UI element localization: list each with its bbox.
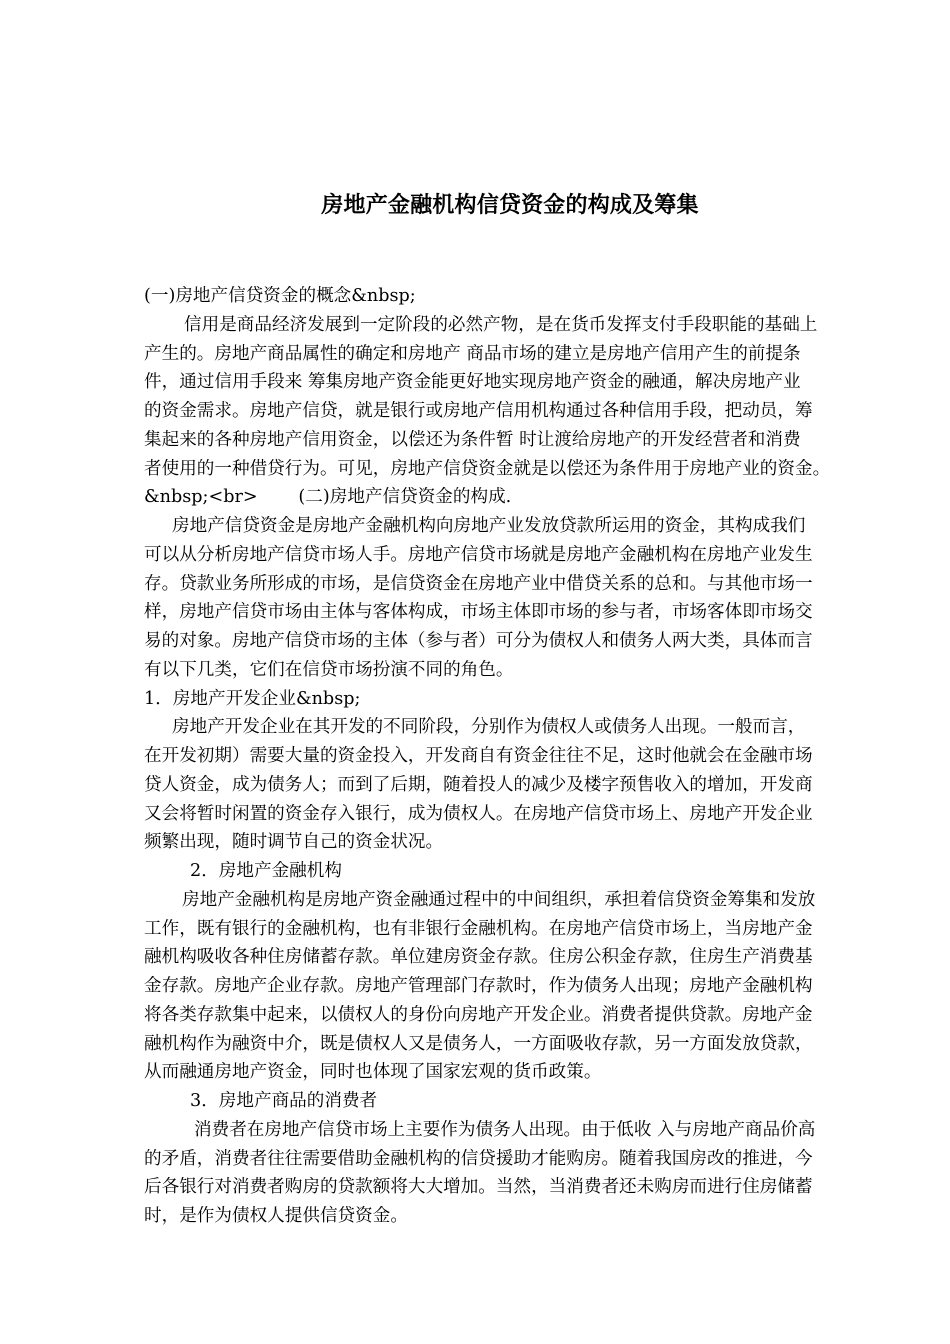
text-line: 样，房地产信贷市场由主体与客体构成，市场主体即市场的参与者，市场客体即市场交	[144, 602, 813, 623]
text-line: 存。贷款业务所形成的市场，是信贷资金在房地产业中借贷关系的总和。与其他市场一	[144, 573, 813, 594]
text-line: 消费者在房地产信贷市场上主要作为债务人出现。由于低收 入与房地产商品价高	[194, 1119, 816, 1140]
text-line: 房地产开发企业在其开发的不同阶段，分别作为债权人或债务人出现。一般而言，	[172, 717, 806, 738]
text-line: 后各银行对消费者购房的贷款额将大大增加。当然，当消费者还未购房而进行住房储蓄	[144, 1177, 813, 1198]
text-line: (一)房地产信贷资金的概念&nbsp;	[144, 286, 416, 306]
document-title: 房地产金融机构信贷资金的构成及筹集	[321, 193, 699, 218]
text-line: 工作，既有银行的金融机构，也有非银行金融机构。在房地产信贷市场上，当房地产金	[144, 918, 813, 939]
text-line: 产生的。房地产商品属性的确定和房地产 商品市场的建立是房地产信用产生的前提条	[144, 343, 801, 364]
text-line: 从而融通房地产资金，同时也体现了国家宏观的货币政策。	[144, 1062, 602, 1083]
text-line: 房地产金融机构是房地产资金融通过程中的中间组织，承担着信贷资金筹集和发放	[182, 889, 816, 910]
text-line: 的矛盾，消费者往往需要借助金融机构的信贷援助才能购房。随着我国房改的推进，今	[144, 1148, 813, 1169]
text-line: 房地产信贷资金是房地产金融机构向房地产业发放贷款所运用的资金，其构成我们	[172, 516, 806, 536]
text-line: 融机构作为融资中介，既是债权人又是债务人，一方面吸收存款，另一方面发放贷款，	[144, 1033, 813, 1054]
text-line: 易的对象。房地产信贷市场的主体（参与者）可分为债权人和债务人两大类，具体而言	[144, 631, 813, 651]
text-line: &nbsp;<br> (二)房地产信贷资金的构成.	[144, 487, 512, 508]
text-line: 融机构吸收各种住房储蓄存款。单位建房资金存款。住房公积金存款，住房生产消费基	[144, 947, 813, 968]
text-line: 2．房地产金融机构	[190, 861, 342, 881]
text-line: 又会将暂时闲置的资金存入银行，成为债权人。在房地产信贷市场上、房地产开发企业	[144, 803, 813, 824]
text-line: 件，通过信用手段来 筹集房地产资金能更好地实现房地产资金的融通，解决房地产业	[144, 372, 801, 393]
text-line: 1．房地产开发企业&nbsp;	[144, 688, 361, 709]
text-line: 将各类存款集中起来，以债权人的身份向房地产开发企业。消费者提供贷款。房地产金	[144, 1004, 813, 1025]
text-line: 金存款。房地产企业存款。房地产管理部门存款时，作为债务人出现；房地产金融机构	[144, 976, 813, 996]
text-line: 集起来的各种房地产信用资金，以偿还为条件暂 时让渡给房地产的开发经营者和消费	[144, 429, 801, 450]
text-line: 时，是作为债权人提供信贷资金。	[144, 1206, 408, 1226]
text-line: 频繁出现，随时调节自己的资金状况。	[144, 832, 444, 853]
text-line: 在开发初期）需要大量的资金投入，开发商自有资金往往不足，这时他就会在金融市场	[144, 746, 813, 766]
text-line: 者使用的一种借贷行为。可见，房地产信贷资金就是以偿还为条件用于房地产业的资金。	[144, 458, 831, 479]
text-line: 有以下几类，它们在信贷市场扮演不同的角色。	[144, 659, 514, 680]
text-line: 信用是商品经济发展到一定阶段的必然产物，是在货币发挥支付手段职能的基础上	[184, 314, 818, 335]
text-line: 的资金需求。房地产信贷，就是银行或房地产信用机构通过各种信用手段，把动员，筹	[144, 401, 813, 421]
text-line: 可以从分析房地产信贷市场人手。房地产信贷市场就是房地产金融机构在房地产业发生	[144, 544, 813, 565]
text-line: 3．房地产商品的消费者	[190, 1091, 378, 1111]
text-line: 贷人资金，成为债务人；而到了后期，随着投人的减少及楼字预售收入的增加，开发商	[144, 774, 813, 795]
